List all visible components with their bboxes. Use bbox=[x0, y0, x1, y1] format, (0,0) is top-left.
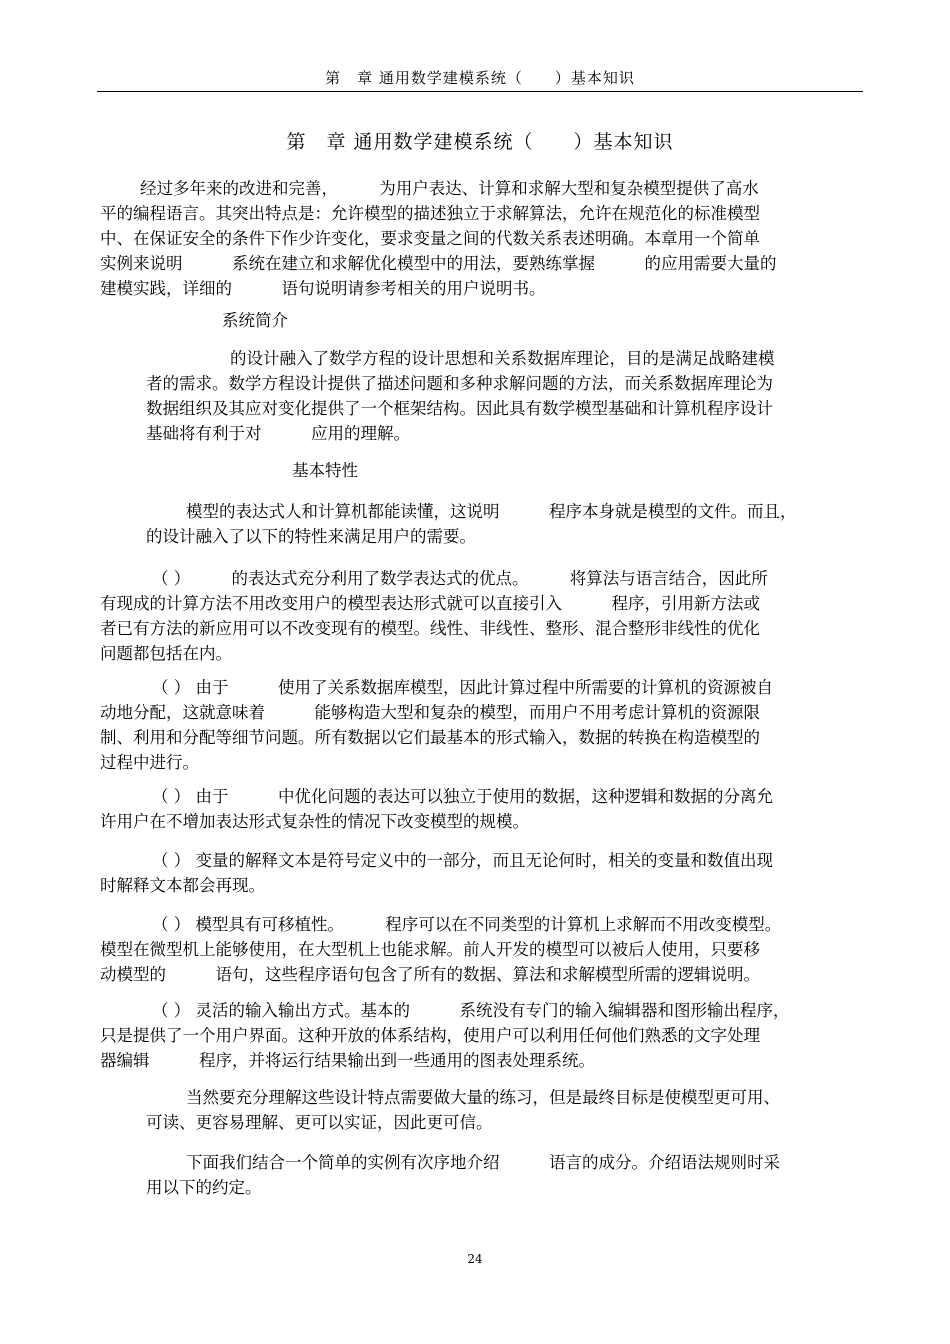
section-heading-overview: 系统简介 bbox=[222, 311, 288, 330]
paragraph-line: 实例来说明 系统在建立和求解优化模型中的用法，要熟练掌握 的应用需要大量的 bbox=[100, 254, 777, 273]
paragraph-line: 模型在微型机上能够使用，在大型机上也能求解。前人开发的模型可以被后人使用，只要移 bbox=[100, 940, 760, 959]
page-number: 24 bbox=[467, 1252, 483, 1266]
header-rule bbox=[97, 91, 863, 92]
feature-item bbox=[100, 784, 862, 834]
paragraph-line: 动模型的 语句，这些程序语句包含了所有的数据、算法和求解模型所需的逻辑说明。 bbox=[100, 965, 760, 984]
paragraph-line: 者的需求。数学方程设计提供了描述问题和多种求解问题的方法，而关系数据库理论为 bbox=[146, 374, 773, 393]
paragraph-line: （ ） 由于 中优化问题的表达可以独立于使用的数据，这种逻辑和数据的分离允 bbox=[152, 787, 773, 806]
overview-paragraph bbox=[146, 346, 862, 446]
paragraph-line: 的设计融入了数学方程的设计思想和关系数据库理论，目的是满足战略建模 bbox=[230, 349, 775, 368]
paragraph-line: 数据组织及其应对变化提供了一个框架结构。因此具有数学模型基础和计算机程序设计 bbox=[146, 399, 773, 418]
paragraph-line: 过程中进行。 bbox=[100, 753, 199, 772]
feature-item bbox=[100, 912, 862, 987]
closing-paragraph bbox=[146, 1085, 862, 1135]
paragraph-line: 建模实践，详细的 语句说明请参考相关的用户说明书。 bbox=[100, 279, 546, 298]
paragraph-line: 的设计融入了以下的特性来满足用户的需要。 bbox=[146, 527, 476, 546]
paragraph-line: 者已有方法的新应用可以不改变现有的模型。线性、非线性、整形、混合整形非线性的优化 bbox=[100, 619, 760, 638]
paragraph-line: 模型的表达式人和计算机都能读懂，这说明 程序本身就是模型的文件。而且， bbox=[186, 502, 797, 521]
paragraph-line: （ ） 模型具有可移植性。 程序可以在不同类型的计算机上求解而不用改变模型。 bbox=[152, 915, 782, 934]
paragraph-line: 基础将有利于对 应用的理解。 bbox=[146, 424, 410, 443]
paragraph-line: 当然要充分理解这些设计特点需要做大量的练习，但是最终目标是使模型更可用、 bbox=[186, 1088, 780, 1107]
paragraph-line: 可读、更容易理解、更可以实证，因此更可信。 bbox=[146, 1113, 493, 1132]
features-intro-paragraph bbox=[146, 499, 862, 549]
paragraph-line: 器编辑 程序，并将运行结果输出到一些通用的图表处理系统。 bbox=[100, 1051, 595, 1070]
paragraph-line: 下面我们结合一个简单的实例有次序地介绍 语言的成分。介绍语法规则时采 bbox=[186, 1153, 780, 1172]
paragraph-line: （ ） 灵活的输入输出方式。基本的 系统没有专门的输入编辑器和图形输出程序， bbox=[152, 1001, 790, 1020]
final-paragraph bbox=[146, 1150, 862, 1200]
paragraph-line: 时解释文本都会再现。 bbox=[100, 876, 265, 895]
chapter-title: 第 章 通用数学建模系统（ ）基本知识 bbox=[286, 131, 674, 153]
paragraph-line: 经过多年来的改进和完善， 为用户表达、计算和求解大型和复杂模型提供了高水 bbox=[140, 179, 759, 198]
paragraph-line: 中、在保证安全的条件下作少许变化，要求变量之间的代数关系表述明确。本章用一个简单 bbox=[100, 229, 760, 248]
paragraph-line: 动地分配，这就意味着 能够构造大型和复杂的模型，而用户不用考虑计算机的资源限 bbox=[100, 703, 760, 722]
paragraph-line: 问题都包括在内。 bbox=[100, 644, 232, 663]
paragraph-line: 平的编程语言。其突出特点是：允许模型的描述独立于求解算法，允许在规范化的标准模型 bbox=[100, 204, 760, 223]
feature-item bbox=[100, 675, 862, 775]
section-heading-features: 基本特性 bbox=[292, 461, 358, 480]
paragraph-line: （ ） 的表达式充分利用了数学表达式的优点。 将算法与语言结合，因此所 bbox=[152, 569, 768, 588]
running-header: 第 章 通用数学建模系统（ ）基本知识 bbox=[325, 69, 635, 87]
intro-paragraph bbox=[100, 176, 862, 301]
paragraph-line: 有现成的计算方法不用改变用户的模型表达形式就可以直接引入 程序，引用新方法或 bbox=[100, 594, 760, 613]
feature-item bbox=[100, 998, 862, 1073]
paragraph-line: 用以下的约定。 bbox=[146, 1178, 262, 1197]
feature-item bbox=[100, 848, 862, 898]
paragraph-line: （ ） 由于 使用了关系数据库模型，因此计算过程中所需要的计算机的资源被自 bbox=[152, 678, 773, 697]
paragraph-line: 只是提供了一个用户界面。这种开放的体系结构，使用户可以利用任何他们熟悉的文字处理 bbox=[100, 1026, 760, 1045]
paragraph-line: （ ） 变量的解释文本是符号定义中的一部分，而且无论何时，相关的变量和数值出现 bbox=[152, 851, 773, 870]
paragraph-line: 制、利用和分配等细节问题。所有数据以它们最基本的形式输入，数据的转换在构造模型的 bbox=[100, 728, 760, 747]
paragraph-line: 许用户在不增加表达形式复杂性的情况下改变模型的规模。 bbox=[100, 812, 529, 831]
feature-item bbox=[100, 566, 862, 666]
